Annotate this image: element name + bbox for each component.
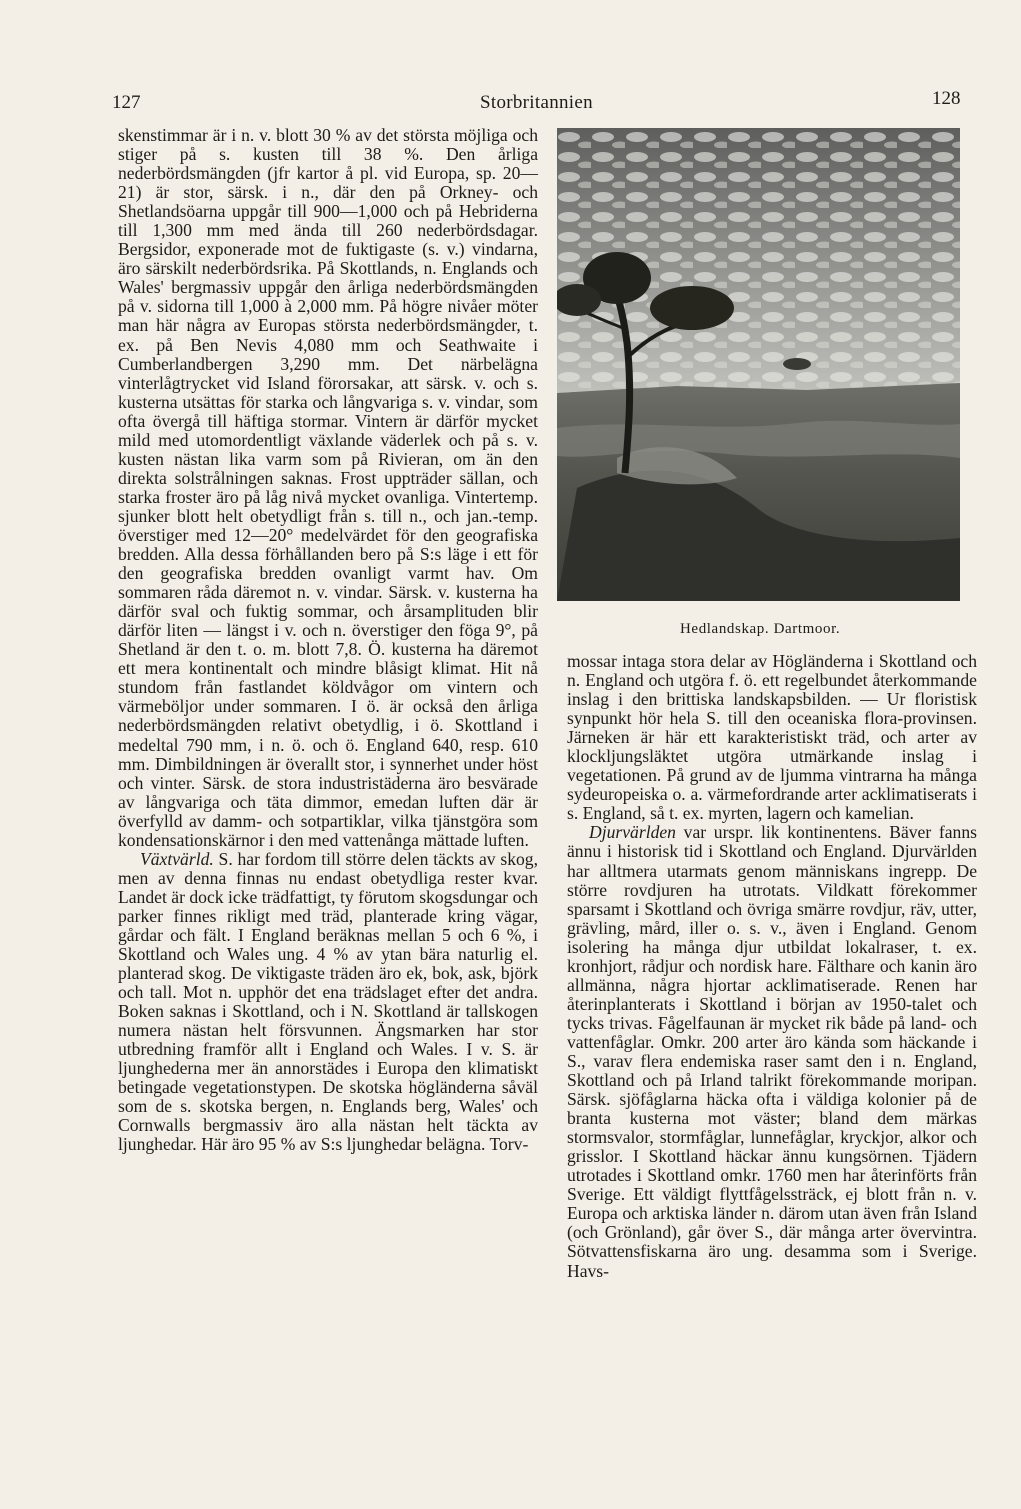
- fauna-heading: Djurvärlden: [589, 822, 676, 843]
- vegetation-text: S. har fordom till större delen täckts av skog, men av denna finnas nu endast obetydliga rester kvar. Landet är dock icke trädfattigt, ty förutom skogsdungar och parker finnes rikligt med träd, planterade kring vägar, gårdar och fält. I England beräknas mellan 5 och 6 %, i Skottland och Wales ung. 4 % av ytan bära naturlig el. planterad skog. De viktigaste träden äro ek, bok, ask, björk och tall. Mot n. upphör det ena trädslaget efter det andra. Boken saknas i Skottland, och i N. Skottland är tallskogen numera nästan helt försvunnen. Ängsmarken har stor utbredning framför allt i England och Wales. I v. S. är ljunghederna mer än annorstädes i Europa den klimatiskt betingade vegetationstypen. De skotska högländerna såväl som de s. skotska bergen, n. Englands berg, Wales' och Cornwalls bergmassiv äro alla nästan helt täckta av ljunghedar. Här äro 95 % av S:s ljunghedar belägna. Torv-: [118, 848, 538, 1155]
- flora-paragraph: mossar intaga stora delar av Högländerna i Skottland och n. England och utgöra f. ö. ett regelbundet återkommande inslag i den brittiska landskapsbilden. — Ur floristisk synpunkt hör hela S. till den oceaniska flora-provinsen. Järneken är här ett karakteristiskt träd, och arter av klockljungsläktet utgöra utmärkande inslag i vegetationen. På grund av de ljumma vintrarna ha många sydeuropeiska o. a. värmefordrande arter acklimatiserats i s. England, så t. ex. myrten, lagern och kamelian.: [567, 651, 977, 824]
- page-number-left: 127: [112, 92, 141, 113]
- left-text-column: [118, 126, 538, 1155]
- page-number-right: 128: [932, 88, 961, 109]
- fauna-paragraph: [567, 823, 977, 1280]
- vegetation-heading: Växtvärld.: [140, 848, 214, 869]
- vegetation-paragraph: [118, 850, 538, 1155]
- moorland-tree-photo-illustration: [557, 128, 960, 601]
- photo-caption: Hedlandskap. Dartmoor.: [680, 621, 841, 637]
- right-text-column: [567, 652, 977, 1281]
- fauna-text: var urspr. lik kontinentens. Bäver fanns ännu i historisk tid i Skottland och England. Djurvärlden har alltmera utarmats genom människans ingrepp. De större rovdjuren ha utrotats. Vildkatt förekommer sparsamt i Skottland och övriga smärre rovdjur, räv, utter, grävling, mård, iller o. s. v., även i England. Genom isolering ha många djur utbildat lokalraser, t. ex. kronhjort, rådjur och nordisk hare. Fälthare och kanin äro allmänna, några hjortar acklimatiserade. Renen har återinplanterats i Skottland i början av 1950-talet och tycks trivas. Fågelfaunan är mycket rik både på land- och vattenfåglar. Omkr. 200 arter äro kända som häckande i S., varav flera endemiska raser samt den i n. England, Skottland och på Irland talrikt förekommande moripan. Särsk. sjöfåglarna häcka ofta i väldiga kolonier på de branta kusterna mot väster; bland dem märkas stormsvalor, stormfåglar, lunnefåglar, kryckjor, alkor och grisslor. I Skottland häckar ännu kungsörnen. Tjädern utrotades i Skottland omkr. 1760 men har återinförts från Sverige. Ett väldigt flyttfågelssträck, ej blott från n. v. Europa och arktiska länder n. därom utan även från Island (och Grönland), går över S., där många arter övervintra. Sötvattensfiskarna äro ung. desamma som i Sverige. Havs-: [567, 822, 977, 1281]
- landscape-photo: [557, 128, 960, 601]
- running-title: Storbritannien: [480, 92, 593, 113]
- climate-paragraph: skenstimmar är i n. v. blott 30 % av det största möjliga och stiger på s. kusten till 38 %. Den årliga nederbördsmängden (jfr kartor å pl. vid Europa, sp. 20—21) är stor, särsk. i n., där den på Orkney- och Shetlandsöarna uppgår till 900—1,000 och på Hebriderna till 1,300 mm med ända till 260 nederbördsdagar. Bergsidor, exponerade mot de fuktigaste (s. v.) vindarna, äro särskilt nederbördsrika. På Skottlands, n. Englands och Wales' bergmassiv uppgår den årliga nederbördsmängden på v. sidorna till 1,000 à 2,000 mm. På högre nivåer möter man här några av Europas största nederbördsmängder, t. ex. på Ben Nevis 4,080 mm och Seathwaite i Cumberlandbergen 3,290 mm. Det närbelägna vinterlågtrycket vid Island förorsakar, att särsk. v. och s. kusterna utsättas för starka och långvariga s. v. vindar, som ofta övergå till häftiga stormar. Vintern är därför mycket mild med utomordentligt växlande väderlek och på s. v. kusten nästan lika varm som på Rivieran, om än den direkta solstrålningen saknas. Frost uppträder sällan, och starka froster äro på låg nivå mycket ovanliga. Vintertemp. sjunker blott helt obetydligt från s. till n., och jan.-temp. överstiger med 12—20° medelvärdet för den geografiska bredden. Alla dessa förhållanden bero på S:s läge i ett för den geografiska bredden ovanligt varmt hav. Om sommaren råda däremot n. v. vindar. Särsk. v. kusterna ha därför sval och fuktig sommar, och årsamplituden blir därför liten — längst i v. och n. överstiger den föga 9°, på Shetland är den t. o. m. blott 7,8. Ö. kusterna ha däremot ett mera kontinentalt och mindre blåsigt klimat. Hit nå stundom från fastlandet köldvågor om vintern och värmeböljor under sommaren. I ö. är också den årliga nederbördsmängden relativt obetydlig, i ö. Skottland i medeltal 790 mm, i n. ö. och ö. England 640, resp. 610 mm. Dimbildningen är överallt stor, i synnerhet under höst och vinter. Särsk. de stora industristäderna äro besvärade av långvariga och täta dimmor, emedan luften där är överfylld av damm- och sotpartiklar, vilka tjänstgöra som kondensationskärnor i den med vattenånga mättade luften.: [118, 125, 538, 850]
